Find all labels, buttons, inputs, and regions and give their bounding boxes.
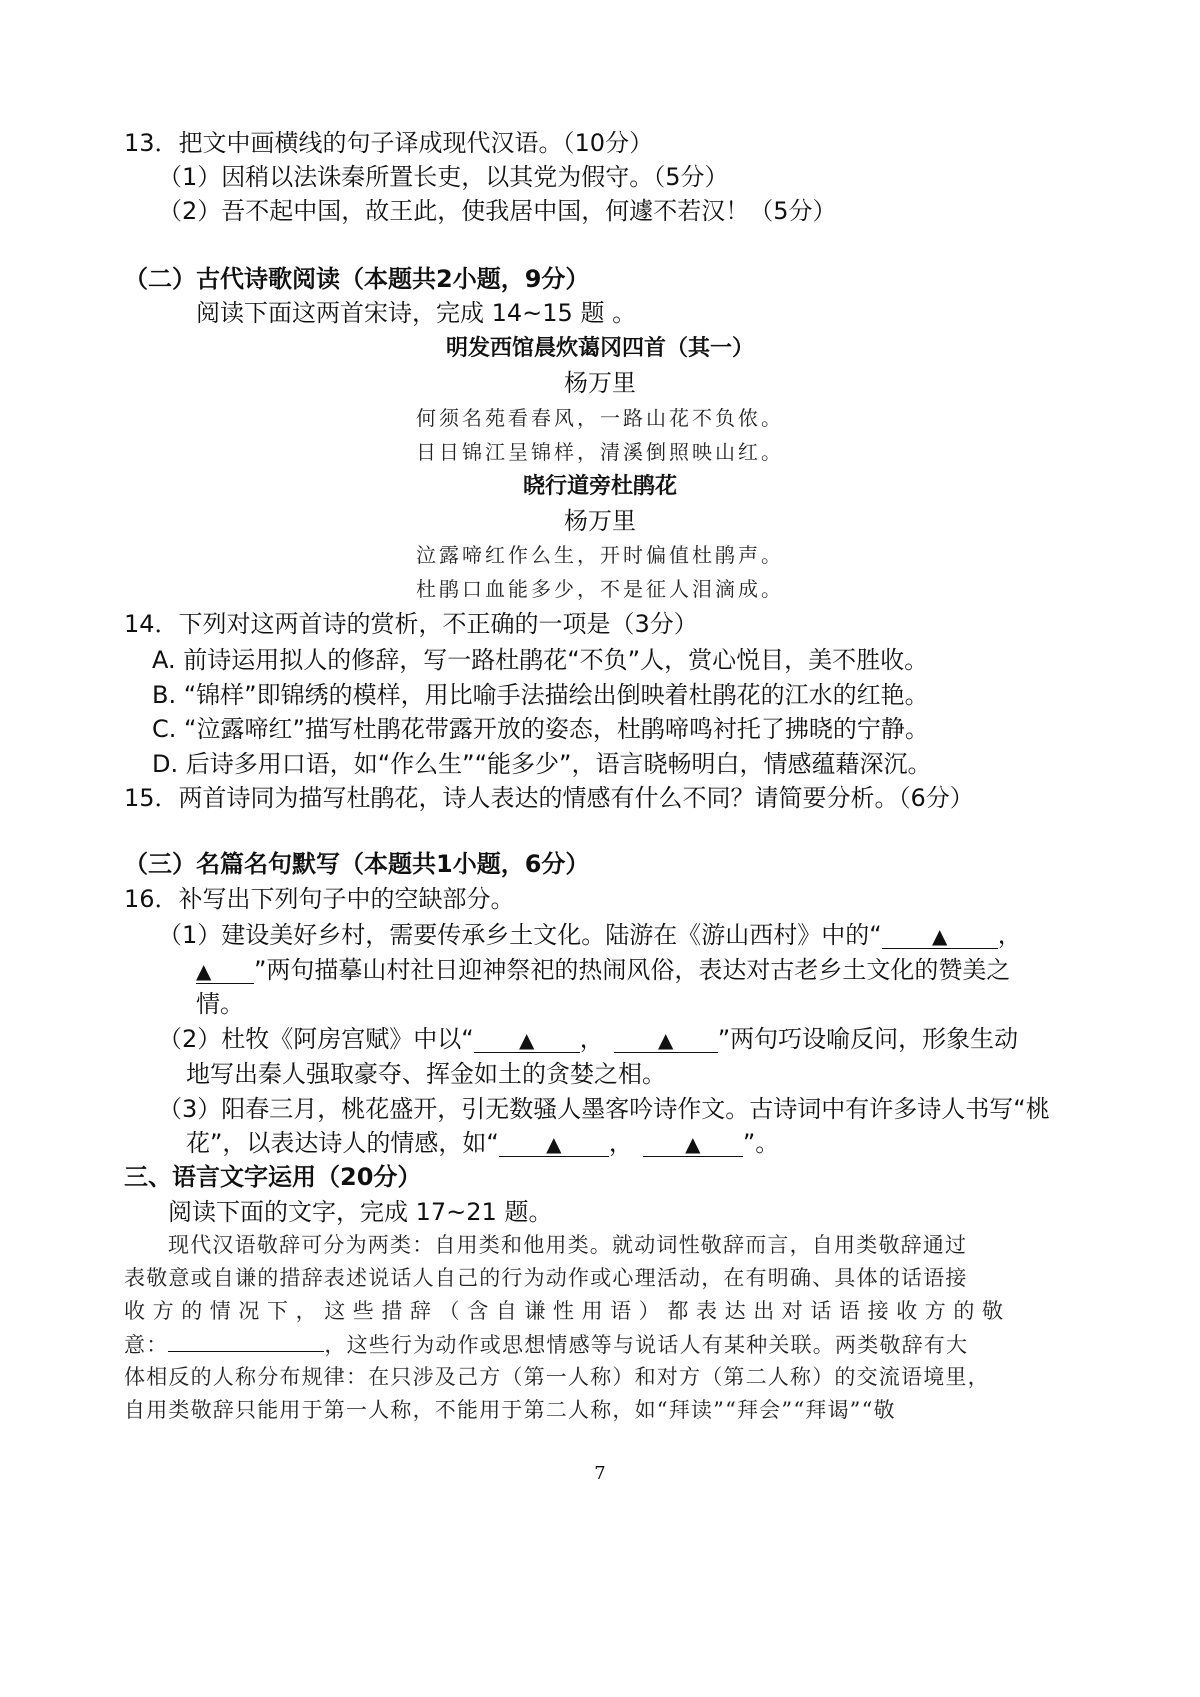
q16-part-1-line-2 [196, 955, 1010, 985]
passage-line-1: 现代汉语敬辞可分为两类：自用类和他用类。就动词性敬辞而言，自用类敬辞通过 [168, 1233, 968, 1257]
triangle-marker-icon: ▲ [546, 1132, 562, 1156]
q16-p3-text-a: （3）阳春三月，桃花盛开，引无数骚人墨客吟诗作文。古诗词中有许多诗人书写“桃 [158, 1095, 1050, 1123]
section-2-heading: （二）古代诗歌阅读（本题共2小题，9分） [124, 265, 590, 293]
poem-2-line-1: 泣露啼红作么生，开时偏值杜鹃声。 [416, 543, 784, 567]
triangle-marker-icon: ▲ [658, 1028, 674, 1052]
passage-line-3: 收方的情况下，这些措辞（含自谦性用语）都表达出对话语接收方的敬 [124, 1299, 1011, 1323]
answer-blank-5[interactable] [499, 1130, 609, 1157]
passage-line-5: 体相反的人称分布规律：在只涉及己方（第一人称）和对方（第二人称）的交流语境里， [124, 1365, 990, 1389]
q16-stem: 16．补写出下列句子中的空缺部分。 [124, 885, 515, 913]
triangle-marker-icon: ▲ [685, 1132, 701, 1156]
poem-1-line-2: 日日锦江呈锦样，清溪倒照映山红。 [416, 440, 784, 464]
passage-line-4-end: ，这些行为动作或思想情感等与说话人有某种关联。两类敬辞有大 [324, 1333, 969, 1357]
q14-option-b: B. “锦样”即锦绣的模样，用比喻手法描绘出倒映着杜鹃花的江水的红艳。 [152, 681, 929, 709]
q14-option-c: C. “泣露啼红”描写杜鹃花带露开放的姿态，杜鹃啼鸣衬托了拂晓的宁静。 [152, 715, 929, 743]
q16-p1-text-d: 情。 [196, 990, 244, 1018]
section-2-intro: 阅读下面这两首宋诗，完成 14~15 题 。 [196, 299, 637, 327]
answer-blank-2[interactable] [196, 957, 254, 984]
answer-blank-1[interactable] [882, 922, 998, 949]
q16-p1-text-a: （1）建设美好乡村，需要传承乡土文化。陆游在《游山西村》中的“ [158, 921, 882, 949]
q16-part-1-line-1 [158, 920, 1022, 950]
triangle-marker-icon: ▲ [196, 959, 212, 983]
q16-p1-text-b: ， [997, 921, 1022, 949]
poem-2-title: 晓行道旁杜鹃花 [522, 474, 677, 499]
q14-option-a: A. 前诗运用拟人的修辞，写一路杜鹃花“不负”人，赏心悦目，美不胜收。 [152, 646, 929, 674]
poem-1-line-1: 何须名苑看春风，一路山花不负侬。 [416, 406, 784, 430]
answer-blank-6[interactable] [643, 1130, 743, 1157]
q13-part-1: （1）因稍以法诛秦所置长吏，以其党为假守。（5分） [158, 163, 729, 191]
passage-line-4-start: 意： [124, 1333, 169, 1357]
poem-2-line-2: 杜鹃口血能多少，不是征人泪滴成。 [416, 577, 784, 601]
triangle-marker-icon: ▲ [932, 924, 948, 948]
q16-part-2-line-1 [158, 1024, 1018, 1054]
part-3-intro: 阅读下面的文字，完成 17~21 题。 [168, 1198, 553, 1226]
q16-p1-text-c: ”两句描摹山村社日迎神祭祀的热闹风俗，表达对古老乡土文化的赞美之 [254, 956, 1011, 984]
poem-2-author: 杨万里 [564, 507, 636, 535]
q16-p2-text-d: 地写出秦人强取豪夺、挥金如土的贪婪之相。 [186, 1060, 666, 1088]
q13-part-2: （2）吾不起中国，故王此，使我居中国，何遽不若汉！（5分） [158, 197, 837, 225]
q14-option-d: D. 后诗多用口语，如“作么生”“能多少”，语言晓畅明白，情感蕴藉深沉。 [152, 750, 932, 778]
q16-p3-text-d: ”。 [742, 1129, 780, 1157]
passage-line-2: 表敬意或自谦的措辞表述说话人自己的行为动作或心理活动，在有明确、具体的话语接 [124, 1266, 968, 1290]
poem-1-author: 杨万里 [564, 369, 636, 397]
q13-stem: 13．把文中画横线的句子译成现代汉语。（10分） [124, 129, 654, 157]
q16-part-3-line-2 [186, 1128, 779, 1158]
poem-1-title: 明发西馆晨炊蔼冈四首（其一） [445, 336, 754, 361]
section-3-heading: （三）名篇名句默写（本题共1小题，6分） [124, 850, 590, 878]
answer-blank-3[interactable] [474, 1026, 580, 1053]
q16-p3-text-c: ， [608, 1129, 633, 1157]
q16-p2-text-a: （2）杜牧《阿房宫赋》中以“ [158, 1025, 474, 1053]
triangle-marker-icon: ▲ [519, 1028, 535, 1052]
part-3-heading: 三、语言文字运用（20分） [124, 1163, 422, 1191]
q15-stem: 15．两首诗同为描写杜鹃花，诗人表达的情感有什么不同？请简要分析。（6分） [124, 784, 974, 812]
answer-blank-4[interactable] [614, 1026, 718, 1053]
q14-stem: 14．下列对这两首诗的赏析，不正确的一项是（3分） [124, 610, 698, 638]
q16-p2-text-b: ， [579, 1025, 604, 1053]
passage-answer-blank[interactable] [168, 1329, 324, 1352]
q16-p2-text-c: ”两句巧设喻反问，形象生动 [717, 1025, 1019, 1053]
passage-line-4 [124, 1329, 968, 1360]
passage-line-6: 自用类敬辞只能用于第一人称，不能用于第二人称，如“拜读”“拜会”“拜谒”“敬 [124, 1398, 896, 1422]
q16-p3-text-b: 花”，以表达诗人的情感，如“ [186, 1129, 499, 1157]
page-number: 7 [594, 1463, 606, 1484]
